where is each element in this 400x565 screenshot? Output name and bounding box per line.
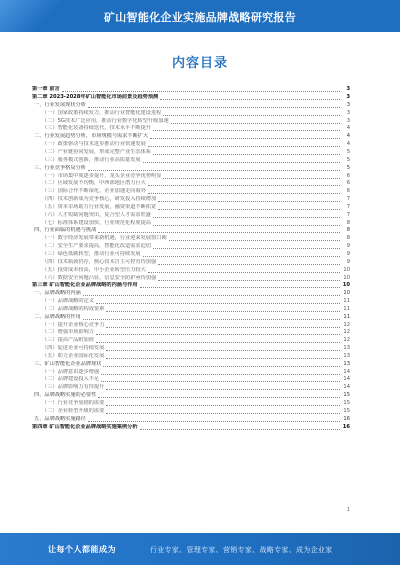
toc-entry-title: （一）数字经济发展带来新机遇，行业迎来发展窗口期 [42,235,167,242]
toc-entry[interactable] [32,157,350,165]
toc-entry-page: 4 [346,141,350,148]
toc-dot-leader [158,264,340,265]
toc-entry-title: （六）人才短缺问题突出，复合型人才需求旺盛 [42,211,151,218]
toc-entry-page: 11 [343,298,350,305]
toc-entry-page: 14 [343,376,350,383]
toc-entry-title: （四）技术创新成为竞争核心，研发投入持续增加 [42,196,157,203]
page-number: 1 [346,507,350,513]
toc-entry[interactable] [32,180,350,188]
toc-entry-page: 13 [343,352,350,359]
table-of-contents [32,86,350,431]
toc-entry[interactable] [32,164,350,172]
toc-entry-page: 7 [346,211,350,218]
toc-dot-leader [106,358,340,359]
toc-entry-page: 6 [346,172,350,179]
toc-entry-page: 4 [346,125,350,132]
toc-dot-leader [62,91,340,92]
toc-entry-title: （三）提高产品附加值 [42,337,94,344]
toc-dot-leader [106,327,340,328]
toc-dot-leader [106,413,340,414]
toc-entry[interactable] [32,149,350,157]
toc-entry-page: 3 [346,94,350,101]
toc-dot-leader [103,366,340,367]
toc-entry[interactable] [32,361,350,369]
toc-entry[interactable] [32,251,350,259]
toc-entry[interactable] [32,141,350,149]
toc-dot-leader [148,193,340,194]
toc-dot-leader [153,248,340,249]
toc-entry-title: （七）标准体系建设加快，行业规范化程度提高 [42,219,151,226]
toc-entry-title: （一）行业竞争加剧的需要 [42,400,105,406]
toc-entry[interactable] [32,392,350,400]
toc-entry-page: 10 [343,290,350,297]
toc-entry-title: （二）品牌建设投入不足 [42,376,100,383]
toc-entry[interactable] [32,408,350,416]
toc-entry-title: 一、品牌战略的内涵 [34,290,81,297]
toc-entry-title: （一）国家政策持续发力，推动行业智能化建设进程 [42,109,162,116]
toc-entry-title: 四、品牌战略实施的必要性 [34,392,97,399]
toc-entry[interactable] [32,188,350,196]
toc-entry[interactable] [32,282,350,290]
toc-entry-page: 7 [346,196,350,203]
toc-dot-leader [88,421,340,422]
toc-entry[interactable] [32,133,350,141]
toc-entry[interactable] [32,110,350,118]
toc-entry-title: （三）绿色低碳转型，推动行业可持续发展 [42,250,141,257]
toc-entry[interactable] [32,400,350,408]
toc-entry-page: 13 [343,360,350,367]
toc-entry[interactable] [32,235,350,243]
toc-dot-leader [171,123,340,124]
toc-entry[interactable] [32,266,350,274]
toc-dot-leader [88,170,340,171]
toc-dot-leader [143,162,340,163]
toc-entry-page: 9 [346,258,350,265]
toc-entry-page: 10 [342,282,350,289]
toc-entry[interactable] [32,204,350,212]
toc-entry-page: 5 [346,156,350,163]
toc-entry-page: 13 [343,345,350,352]
toc-dot-leader [96,334,340,335]
toc-entry[interactable] [32,368,350,376]
toc-dot-leader [148,272,340,273]
toc-entry-title: （二）产业链协同发展，形成完整产业生态体系 [42,149,151,155]
toc-entry-page: 15 [343,400,350,406]
toc-dot-leader [106,350,340,351]
toc-dot-leader [153,217,340,218]
toc-entry[interactable] [32,321,350,329]
toc-entry-title: （四）技术瓶颈仍存，核心技术自主可控有待加强 [42,258,157,265]
toc-dot-leader [96,303,340,304]
toc-entry-title: 三、矿山智能化企业品牌现状 [34,360,102,367]
toc-entry[interactable] [32,298,350,306]
toc-entry-title: （一）品牌战略的定义 [42,298,94,305]
toc-entry-title: 第二章 2023-2028年矿山智能化市场前景及趋势预测 [32,94,159,101]
toc-dot-leader [106,311,340,312]
toc-dot-leader [153,130,340,131]
toc-dot-leader [101,374,340,375]
toc-entry[interactable] [32,102,350,110]
toc-entry-title: （三）国际合作不断深化，企业加速走向海外 [42,188,146,195]
toc-entry[interactable] [32,219,350,227]
toc-entry-page: 3 [346,86,350,93]
toc-dot-leader [163,178,340,179]
toc-heading: 内容目录 [171,56,228,71]
toc-dot-leader [106,405,340,406]
toc-entry-title: （五）助力企业国际化发展 [42,352,105,359]
toc-entry-title: 第三章 矿山智能化企业品牌战略的内涵与作用 [32,282,138,289]
toc-entry[interactable] [32,290,350,298]
toc-dot-leader [148,146,340,147]
toc-entry-title: （六）数据安全问题凸显，信息安全防护亟待加强 [42,274,157,281]
toc-entry-title: （二）企业转型升级的需要 [42,407,105,414]
toc-entry[interactable] [32,172,350,180]
report-title: 矿山智能化企业实施品牌战略研究报告 [103,11,297,24]
toc-entry-page: 9 [346,250,350,257]
toc-entry-page: 12 [343,321,350,328]
toc-dot-leader [98,397,340,398]
toc-entry-title: （二）品牌战略的构成要素 [42,305,105,312]
toc-dot-leader [83,295,340,296]
toc-entry[interactable] [32,329,350,337]
toc-entry-page: 12 [343,337,350,344]
toc-entry-title: （三）服务模式创新，推动行业高质量发展 [42,156,141,163]
toc-entry-title: 第四章 矿山智能化企业品牌战略实施案例分析 [32,423,138,430]
toc-dot-leader [140,287,340,288]
toc-entry-page: 9 [346,243,350,250]
page-footer [0,533,400,565]
toc-dot-leader [101,381,340,382]
toc-dot-leader [140,429,340,430]
toc-entry-title: 一、行业发展现状分析 [34,101,86,108]
toc-dot-leader [158,280,340,281]
toc-dot-leader [160,99,340,100]
toc-entry-page: 5 [346,149,350,155]
toc-entry[interactable] [32,423,350,431]
toc-entry-page: 11 [343,313,350,320]
toc-entry-title: （五）资本市场助力行业发展，融资渠道不断拓宽 [42,203,157,210]
toc-entry-title: （一）市场集中度逐步提升，龙头企业竞争优势明显 [42,172,162,179]
toc-entry-page: 6 [346,180,350,187]
toc-entry-title: （三）品牌影响力有待提升 [42,384,105,391]
toc-entry-page: 8 [346,235,350,242]
toc-entry-title: （四）促进企业可持续发展 [42,345,105,352]
toc-dot-leader [143,256,340,257]
toc-dot-leader [163,115,340,116]
toc-entry-page: 10 [343,274,350,281]
toc-entry-title: 三、行业竞争格局分析 [34,164,86,171]
toc-entry-page: 11 [343,305,350,312]
toc-entry[interactable] [32,313,350,321]
toc-entry-page: 8 [346,227,350,234]
toc-entry[interactable] [32,227,350,235]
toc-dot-leader [96,342,340,343]
toc-entry-page: 14 [343,384,350,391]
toc-entry[interactable] [32,376,350,384]
toc-entry[interactable] [32,415,350,423]
toc-entry[interactable] [32,196,350,204]
toc-entry-title: 第一章 前言 [32,86,60,93]
toc-entry-page: 3 [346,117,350,124]
toc-entry-page: 3 [346,109,350,116]
toc-entry-page: 7 [346,203,350,210]
toc-dot-leader [153,225,340,226]
toc-entry[interactable] [32,94,350,102]
toc-dot-leader [153,154,340,155]
toc-entry-page: 15 [343,407,350,414]
toc-dot-leader [148,185,340,186]
toc-entry-page: 16 [342,423,350,430]
toc-dot-leader [158,209,340,210]
toc-dot-leader [98,232,340,233]
toc-entry[interactable] [32,384,350,392]
toc-entry[interactable] [32,259,350,267]
toc-entry[interactable] [32,117,350,125]
toc-entry-title: （一）提升企业核心竞争力 [42,321,105,328]
toc-entry-title: （二）安全生产要求提高，智能化改造需求迫切 [42,243,151,250]
toc-dot-leader [150,138,340,139]
toc-entry[interactable] [32,243,350,251]
toc-entry-page: 5 [346,164,350,171]
toc-entry-page: 8 [346,219,350,226]
toc-entry-title: （一）政策驱动与技术进步推动行业快速发展 [42,141,146,148]
toc-dot-leader [83,319,340,320]
toc-entry[interactable] [32,345,350,353]
toc-entry[interactable] [32,125,350,133]
toc-entry[interactable] [32,353,350,361]
toc-entry-title: 二、品牌战略的作用 [34,313,81,320]
toc-entry-title: 四、行业面临的机遇与挑战 [34,227,97,234]
toc-entry-page: 3 [346,101,350,108]
toc-entry-title: （三）智能化装备持续迭代，技术水平不断提升 [42,125,151,132]
toc-entry-title: （一）品牌意识逐步增强 [42,368,100,375]
toc-dot-leader [169,240,340,241]
report-header [0,0,400,32]
toc-dot-leader [158,201,340,202]
toc-entry-page: 15 [343,392,350,399]
footer-slogan: 让每个人都能成为 [48,545,116,554]
toc-entry-title: （二）增强市场影响力 [42,329,94,336]
toc-entry-page: 14 [343,368,350,375]
toc-entry-title: （二）5G技术广泛应用，推动行业数字化转型升级加速 [42,117,169,124]
footer-tags: 行业专家、管理专家、营销专家、战略专家、成为企业家 [150,546,333,554]
toc-entry-page: 4 [346,133,350,140]
toc-entry[interactable] [32,337,350,345]
toc-entry-page: 10 [343,266,350,273]
toc-entry[interactable] [32,306,350,314]
toc-entry-page: 16 [343,415,350,422]
toc-entry-title: 二、行业发展趋势分析，市场规模与需求不断扩大 [34,133,149,140]
toc-entry[interactable] [32,212,350,220]
toc-entry[interactable] [32,86,350,94]
toc-entry[interactable] [32,274,350,282]
toc-entry-title: （五）投资成本较高，中小企业转型压力较大 [42,266,146,273]
toc-entry-page: 12 [343,329,350,336]
toc-entry-title: （二）区域发展不均衡，中西部地区潜力巨大 [42,180,146,187]
toc-dot-leader [88,107,340,108]
toc-entry-title: 五、品牌战略实施路径 [34,415,86,422]
toc-entry-page: 6 [346,188,350,195]
toc-dot-leader [106,389,340,390]
